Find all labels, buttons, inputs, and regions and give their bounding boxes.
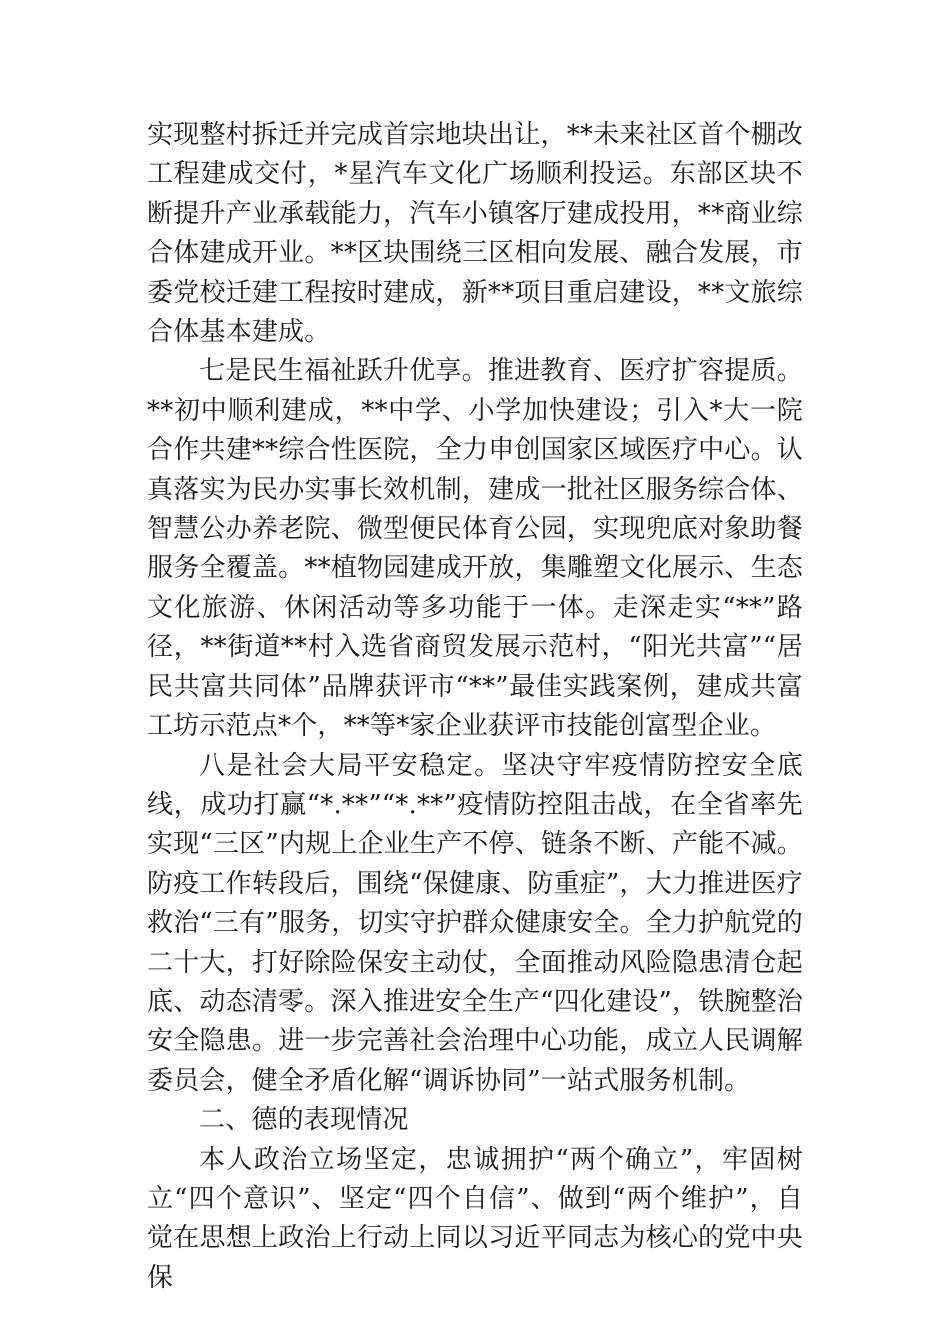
paragraph-livelihood: 七是民生福祉跃升优享。推进教育、医疗扩容提质。**初中顺利建成，**中学、小学加快建设；引入*大一院合作共建**综合性医院，全力申创国家区域医疗中心。认真落实为民办实事长效机制，建成一批社区服务综合体、智慧公办养老院、微型便民体育公园，实现兜底对象助餐服务全覆盖。**植物园建成开放，集雕塑文化展示、生态文化旅游、休闲活动等多功能于一体。走深走实“**”路径，**街道**村入选省商贸发展示范村，“阳光共富”“居民共富共同体”品牌获评市“**”最佳实践案例，建成共富工坊示范点*个，**等*家企业获评市技能创富型企业。: [147, 356, 803, 742]
paragraph-social-stability: 八是社会大局平安稳定。坚决守牢疫情防控安全底线，成功打赢“*.**”“*.**”疫情防控阻击战，在全省率先实现“三区”内规上企业生产不停、链条不断、产能不减。防疫工作转段后，围绕“保健康、防重症”，大力推进医疗救治“三有”服务，切实守护群众健康安全。全力护航党的二十大，打好除险保安主动仗，全面推动风险隐患清仓起底、动态清零。深入推进安全生产“四化建设”，铁腕整治安全隐患。进一步完善社会治理中心功能，成立人民调解委员会，健全矛盾化解“调诉协同”一站式服务机制。: [147, 750, 803, 1096]
section-heading-virtue: 二、德的表现情况: [199, 1105, 409, 1136]
document-page: [147, 116, 803, 1298]
paragraph-continuation: 实现整村拆迁并完成首宗地块出让，**未来社区首个棚改工程建成交付，*星汽车文化广场顺利投运。东部区块不断提升产业承载能力，汽车小镇客厅建成投用，**商业综合体建成开业。**区块围绕三区相向发展、融合发展，市委党校迁建工程按时建成，新**项目重启建设，**文旅综合体基本建成。: [147, 120, 803, 348]
paragraph-political-stance: 本人政治立场坚定，忠诚拥护“两个确立”，牢固树立“四个意识”、坚定“四个自信”、做到“两个维护”，自觉在思想上政治上行动上同以习近平同志为核心的党中央保: [147, 1144, 803, 1293]
